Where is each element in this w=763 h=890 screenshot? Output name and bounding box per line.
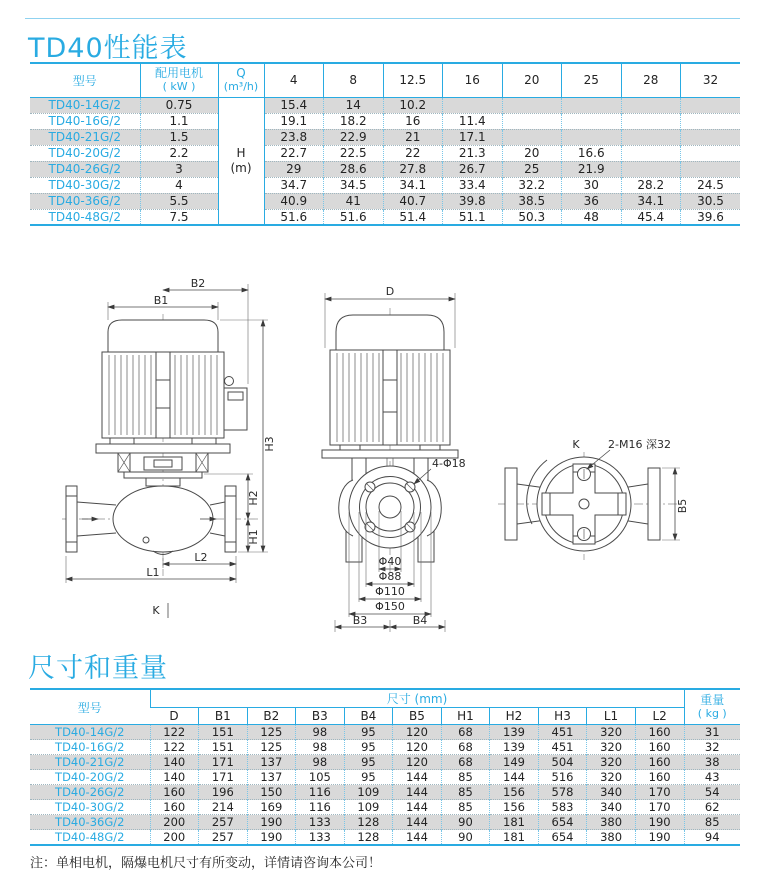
size-value-cell: 151 xyxy=(199,740,248,755)
head-value-cell: 36 xyxy=(562,193,622,209)
motor-cap xyxy=(108,320,218,352)
weight-cell: 85 xyxy=(684,815,740,830)
flow-column-header: 20 xyxy=(502,63,562,97)
head-value-cell: 22 xyxy=(383,145,443,161)
model-cell: TD40-16G/2 xyxy=(30,113,140,129)
pump-mount-flange xyxy=(124,472,202,478)
head-value-cell: 39.8 xyxy=(443,193,503,209)
col-header-model2: 型号 xyxy=(30,689,150,725)
motor-kw-cell: 5.5 xyxy=(140,193,218,209)
pump-side-view-drawing xyxy=(58,276,293,620)
col-header-size: 尺寸 (mm) xyxy=(150,689,684,708)
head-value-cell: 10.2 xyxy=(383,97,443,113)
size-value-cell: 160 xyxy=(635,770,684,785)
table-row xyxy=(30,129,740,145)
pump-front-view-drawing xyxy=(315,280,480,635)
model-cell: TD40-26G/2 xyxy=(30,785,150,800)
head-value-cell: 30.5 xyxy=(681,193,741,209)
table-row xyxy=(30,209,740,225)
table-row xyxy=(30,770,740,785)
motor-kw-cell: 7.5 xyxy=(140,209,218,225)
model-cell: TD40-26G/2 xyxy=(30,161,140,177)
footnote: 注：单相电机，隔爆电机尺寸有所变动，详情请咨询本公司！ xyxy=(30,856,382,871)
size-value-cell: 95 xyxy=(344,740,393,755)
size-value-cell: 98 xyxy=(296,725,345,740)
dimension-b3-b4 xyxy=(335,614,445,632)
size-value-cell: 654 xyxy=(538,815,587,830)
size-value-cell: 160 xyxy=(150,785,199,800)
size-value-cell: 109 xyxy=(344,800,393,815)
size-value-cell: 85 xyxy=(441,770,490,785)
size-value-cell: 340 xyxy=(587,800,636,815)
table-row xyxy=(30,725,740,740)
size-value-cell: 137 xyxy=(247,770,296,785)
motor-foot xyxy=(420,445,440,450)
table-row xyxy=(30,113,740,129)
weight-cell: 38 xyxy=(684,755,740,770)
motor-kw-cell: 0.75 xyxy=(140,97,218,113)
head-value-cell: 25 xyxy=(502,161,562,177)
table-row xyxy=(30,785,740,800)
head-unit-cell: H (m) xyxy=(218,97,264,225)
size-value-cell: 169 xyxy=(247,800,296,815)
col-header-weight-line1: 重量 xyxy=(700,692,725,707)
size-value-cell: 160 xyxy=(635,755,684,770)
size-value-cell: 90 xyxy=(441,815,490,830)
size-column-header: B5 xyxy=(393,708,442,725)
size-value-cell: 140 xyxy=(150,755,199,770)
head-value-cell xyxy=(681,129,741,145)
motor-kw-cell: 1.1 xyxy=(140,113,218,129)
size-value-cell: 181 xyxy=(490,815,539,830)
model-cell: TD40-21G/2 xyxy=(30,755,150,770)
size-value-cell: 171 xyxy=(199,770,248,785)
col-header-weight-line2: ( kg ) xyxy=(697,706,727,720)
size-value-cell: 451 xyxy=(538,740,587,755)
model-cell: TD40-20G/2 xyxy=(30,145,140,161)
size-value-cell: 105 xyxy=(296,770,345,785)
dim-label-l1: L1 xyxy=(146,566,160,579)
head-value-cell: 51.6 xyxy=(264,209,324,225)
dim-label-d150: Φ150 xyxy=(375,600,405,613)
size-value-cell: 578 xyxy=(538,785,587,800)
model-cell: TD40-16G/2 xyxy=(30,740,150,755)
model-cell: TD40-14G/2 xyxy=(30,725,150,740)
dimensions-title: 尺寸和重量 xyxy=(28,653,168,684)
dim-label-d: D xyxy=(385,285,395,298)
size-value-cell: 139 xyxy=(490,725,539,740)
table-row xyxy=(30,193,740,209)
size-value-cell: 98 xyxy=(296,740,345,755)
dim-label-b4: B4 xyxy=(412,614,428,627)
col-header-q-line2: (m³/h) xyxy=(223,79,259,93)
size-value-cell: 137 xyxy=(247,755,296,770)
model-cell: TD40-21G/2 xyxy=(30,129,140,145)
dim-label-b1: B1 xyxy=(153,294,169,307)
table-row xyxy=(30,161,740,177)
model-cell: TD40-30G/2 xyxy=(30,177,140,193)
size-value-cell: 68 xyxy=(441,740,490,755)
flow-column-header: 16 xyxy=(443,63,503,97)
col-header-model: 型号 xyxy=(72,73,97,88)
model-cell: TD40-30G/2 xyxy=(30,800,150,815)
size-value-cell: 120 xyxy=(393,725,442,740)
head-value-cell: 39.6 xyxy=(681,209,741,225)
size-value-cell: 160 xyxy=(635,740,684,755)
head-value-cell: 33.4 xyxy=(443,177,503,193)
size-value-cell: 125 xyxy=(247,725,296,740)
dim-label-d40: Φ40 xyxy=(378,555,402,568)
size-value-cell: 122 xyxy=(150,740,199,755)
head-value-cell: 27.8 xyxy=(383,161,443,177)
size-value-cell: 133 xyxy=(296,815,345,830)
head-value-cell: 16 xyxy=(383,113,443,129)
head-value-cell: 23.8 xyxy=(264,129,324,145)
head-value-cell: 51.4 xyxy=(383,209,443,225)
head-value-cell: 11.4 xyxy=(443,113,503,129)
size-value-cell: 116 xyxy=(296,800,345,815)
head-value-cell: 21.3 xyxy=(443,145,503,161)
size-value-cell: 140 xyxy=(150,770,199,785)
model-cell: TD40-20G/2 xyxy=(30,770,150,785)
motor-kw-cell: 3 xyxy=(140,161,218,177)
head-value-cell: 21 xyxy=(383,129,443,145)
size-value-cell: 85 xyxy=(441,800,490,815)
size-value-cell: 214 xyxy=(199,800,248,815)
head-value-cell: 29 xyxy=(264,161,324,177)
head-value-cell: 16.6 xyxy=(562,145,622,161)
page-top-rule xyxy=(25,18,740,19)
model-cell: TD40-36G/2 xyxy=(30,193,140,209)
dim-label-h2: H2 xyxy=(247,490,260,506)
head-value-cell xyxy=(621,129,681,145)
size-value-cell: 171 xyxy=(199,755,248,770)
head-value-cell: 38.5 xyxy=(502,193,562,209)
dim-label-4xd18: 4-Φ18 xyxy=(432,457,466,470)
size-value-cell: 90 xyxy=(441,830,490,846)
motor-foot xyxy=(110,438,134,444)
flow-column-header: 12.5 xyxy=(383,63,443,97)
weight-cell: 62 xyxy=(684,800,740,815)
size-value-cell: 200 xyxy=(150,815,199,830)
head-value-cell: 34.5 xyxy=(324,177,384,193)
size-value-cell: 144 xyxy=(393,770,442,785)
terminal-box xyxy=(224,388,247,430)
size-value-cell: 95 xyxy=(344,770,393,785)
size-value-cell: 139 xyxy=(490,740,539,755)
size-value-cell: 156 xyxy=(490,800,539,815)
size-value-cell: 170 xyxy=(635,785,684,800)
head-value-cell: 21.9 xyxy=(562,161,622,177)
size-value-cell: 257 xyxy=(199,830,248,846)
size-value-cell: 95 xyxy=(344,755,393,770)
head-value-cell: 48 xyxy=(562,209,622,225)
size-column-header: B4 xyxy=(344,708,393,725)
size-value-cell: 504 xyxy=(538,755,587,770)
head-value-cell: 14 xyxy=(324,97,384,113)
size-column-header: D xyxy=(169,709,179,723)
size-value-cell: 128 xyxy=(344,830,393,846)
dim-label-thread: 2-M16 深32 xyxy=(608,438,671,451)
motor-kw-cell: 4 xyxy=(140,177,218,193)
head-value-cell: 30 xyxy=(562,177,622,193)
col-header-motor xyxy=(140,63,218,97)
size-value-cell: 144 xyxy=(393,830,442,846)
weight-cell: 94 xyxy=(684,830,740,846)
size-value-cell: 257 xyxy=(199,815,248,830)
size-value-cell: 95 xyxy=(344,725,393,740)
weight-cell: 43 xyxy=(684,770,740,785)
size-value-cell: 109 xyxy=(344,785,393,800)
head-value-cell xyxy=(621,161,681,177)
size-value-cell: 181 xyxy=(490,830,539,846)
head-value-cell: 34.1 xyxy=(383,177,443,193)
head-value-cell xyxy=(562,97,622,113)
dim-label-h1: H1 xyxy=(247,529,260,545)
col-header-weight xyxy=(684,689,740,725)
size-value-cell: 144 xyxy=(393,815,442,830)
dim-label-k2: K xyxy=(572,438,580,451)
size-value-cell: 160 xyxy=(635,725,684,740)
col-header-q-line1: Q xyxy=(236,66,246,81)
flow-column-header: 32 xyxy=(681,63,741,97)
size-value-cell: 125 xyxy=(247,740,296,755)
weight-cell: 32 xyxy=(684,740,740,755)
motor-cap xyxy=(336,315,444,350)
size-value-cell: 120 xyxy=(393,740,442,755)
dim-label-b2: B2 xyxy=(190,277,206,290)
performance-title: TD40性能表 xyxy=(28,33,188,64)
flow-column-header: 4 xyxy=(264,63,324,97)
size-value-cell: 516 xyxy=(538,770,587,785)
performance-table xyxy=(30,62,740,226)
size-value-cell: 122 xyxy=(150,725,199,740)
head-value-cell: 34.1 xyxy=(621,193,681,209)
size-value-cell: 150 xyxy=(247,785,296,800)
motor-nameplate-band xyxy=(383,350,397,445)
head-value-cell: 45.4 xyxy=(621,209,681,225)
size-value-cell: 68 xyxy=(441,725,490,740)
size-column-header: B1 xyxy=(199,708,248,725)
head-value-cell xyxy=(621,97,681,113)
size-value-cell: 149 xyxy=(490,755,539,770)
dim-label-k: K xyxy=(152,604,160,617)
size-value-cell: 451 xyxy=(538,725,587,740)
model-cell: TD40-14G/2 xyxy=(30,97,140,113)
model-cell: TD40-48G/2 xyxy=(30,209,140,225)
head-value-cell xyxy=(502,113,562,129)
motor-foot xyxy=(192,438,216,444)
size-value-cell: 120 xyxy=(393,755,442,770)
size-value-cell: 144 xyxy=(393,785,442,800)
col-header-flow xyxy=(218,63,264,97)
size-value-cell: 583 xyxy=(538,800,587,815)
size-value-cell: 380 xyxy=(587,815,636,830)
motor-kw-cell: 2.2 xyxy=(140,145,218,161)
size-value-cell: 190 xyxy=(247,830,296,846)
table-row xyxy=(30,740,740,755)
flow-column-header: 8 xyxy=(324,63,384,97)
head-value-cell: 17.1 xyxy=(443,129,503,145)
head-value-cell: 51.1 xyxy=(443,209,503,225)
head-value-cell: 22.7 xyxy=(264,145,324,161)
pump-top-view-drawing xyxy=(490,432,705,602)
table-row xyxy=(30,800,740,815)
head-value-cell xyxy=(502,129,562,145)
size-value-cell: 160 xyxy=(150,800,199,815)
head-value-cell: 22.9 xyxy=(324,129,384,145)
performance-table-wrap xyxy=(30,62,740,226)
size-value-cell: 170 xyxy=(635,800,684,815)
size-column-header: H2 xyxy=(490,708,539,725)
size-value-cell: 320 xyxy=(587,725,636,740)
size-value-cell: 200 xyxy=(150,830,199,846)
head-value-cell xyxy=(681,145,741,161)
head-value-cell: 50.3 xyxy=(502,209,562,225)
size-column-header: L2 xyxy=(635,708,684,725)
weight-cell: 54 xyxy=(684,785,740,800)
head-value-cell xyxy=(681,113,741,129)
head-value-cell xyxy=(621,145,681,161)
pump-volute xyxy=(66,478,236,555)
size-column-header: B3 xyxy=(296,708,345,725)
dim-label-b5: B5 xyxy=(676,498,689,514)
model-cell: TD40-36G/2 xyxy=(30,815,150,830)
size-column-header: H3 xyxy=(538,708,587,725)
table-row xyxy=(30,830,740,846)
size-value-cell: 654 xyxy=(538,830,587,846)
dimensions-table-wrap xyxy=(30,688,740,846)
head-value-cell: 28.6 xyxy=(324,161,384,177)
weight-cell: 31 xyxy=(684,725,740,740)
dimension-b5 xyxy=(662,468,689,540)
size-value-cell: 190 xyxy=(247,815,296,830)
motor-kw-cell: 1.5 xyxy=(140,129,218,145)
size-value-cell: 320 xyxy=(587,740,636,755)
size-value-cell: 133 xyxy=(296,830,345,846)
head-value-cell xyxy=(502,97,562,113)
size-column-header: H1 xyxy=(441,708,490,725)
size-value-cell: 196 xyxy=(199,785,248,800)
head-value-cell xyxy=(681,161,741,177)
dim-label-b3: B3 xyxy=(352,614,368,627)
head-value-cell: 20 xyxy=(502,145,562,161)
size-value-cell: 85 xyxy=(441,785,490,800)
table-row xyxy=(30,97,740,113)
head-value-cell: 51.6 xyxy=(324,209,384,225)
dim-label-d88: Φ88 xyxy=(378,570,402,583)
size-value-cell: 320 xyxy=(587,770,636,785)
dim-label-h3: H3 xyxy=(263,436,276,452)
head-value-cell xyxy=(562,113,622,129)
motor-foot xyxy=(340,445,360,450)
head-value-cell: 40.7 xyxy=(383,193,443,209)
model-cell: TD40-48G/2 xyxy=(30,830,150,846)
motor-base-plate xyxy=(96,444,230,453)
size-value-cell: 128 xyxy=(344,815,393,830)
col-header-motor-line1: 配用电机 xyxy=(154,66,203,81)
suction-flange-face xyxy=(349,466,431,548)
size-value-cell: 98 xyxy=(296,755,345,770)
size-value-cell: 380 xyxy=(587,830,636,846)
size-value-cell: 190 xyxy=(635,815,684,830)
col-header-motor-line2: ( kW ) xyxy=(162,79,196,93)
dim-label-l2: L2 xyxy=(194,551,208,564)
size-value-cell: 190 xyxy=(635,830,684,846)
head-value-cell: 18.2 xyxy=(324,113,384,129)
size-value-cell: 151 xyxy=(199,725,248,740)
head-value-cell: 34.7 xyxy=(264,177,324,193)
size-column-header: L1 xyxy=(587,708,636,725)
head-value-cell xyxy=(443,97,503,113)
head-value-cell: 41 xyxy=(324,193,384,209)
dim-label-d110: Φ110 xyxy=(375,585,405,598)
head-value-cell: 22.5 xyxy=(324,145,384,161)
flow-column-header: 25 xyxy=(562,63,622,97)
head-value-cell: 19.1 xyxy=(264,113,324,129)
head-value-cell xyxy=(681,97,741,113)
lifting-eye xyxy=(225,377,234,386)
table-row xyxy=(30,177,740,193)
head-value-cell: 24.5 xyxy=(681,177,741,193)
head-value-cell: 15.4 xyxy=(264,97,324,113)
size-value-cell: 320 xyxy=(587,755,636,770)
size-value-cell: 144 xyxy=(393,800,442,815)
head-value-cell: 32.2 xyxy=(502,177,562,193)
table-row xyxy=(30,145,740,161)
table-row xyxy=(30,755,740,770)
table-row xyxy=(30,815,740,830)
head-value-cell xyxy=(562,129,622,145)
head-value-cell xyxy=(621,113,681,129)
head-value-cell: 40.9 xyxy=(264,193,324,209)
dimensions-table xyxy=(30,688,740,846)
size-value-cell: 116 xyxy=(296,785,345,800)
size-value-cell: 156 xyxy=(490,785,539,800)
head-value-cell: 26.7 xyxy=(443,161,503,177)
size-value-cell: 340 xyxy=(587,785,636,800)
head-value-cell: 28.2 xyxy=(621,177,681,193)
size-column-header: B2 xyxy=(247,708,296,725)
motor-nameplate-band xyxy=(156,352,170,438)
flow-column-header: 28 xyxy=(621,63,681,97)
size-value-cell: 144 xyxy=(490,770,539,785)
size-value-cell: 68 xyxy=(441,755,490,770)
